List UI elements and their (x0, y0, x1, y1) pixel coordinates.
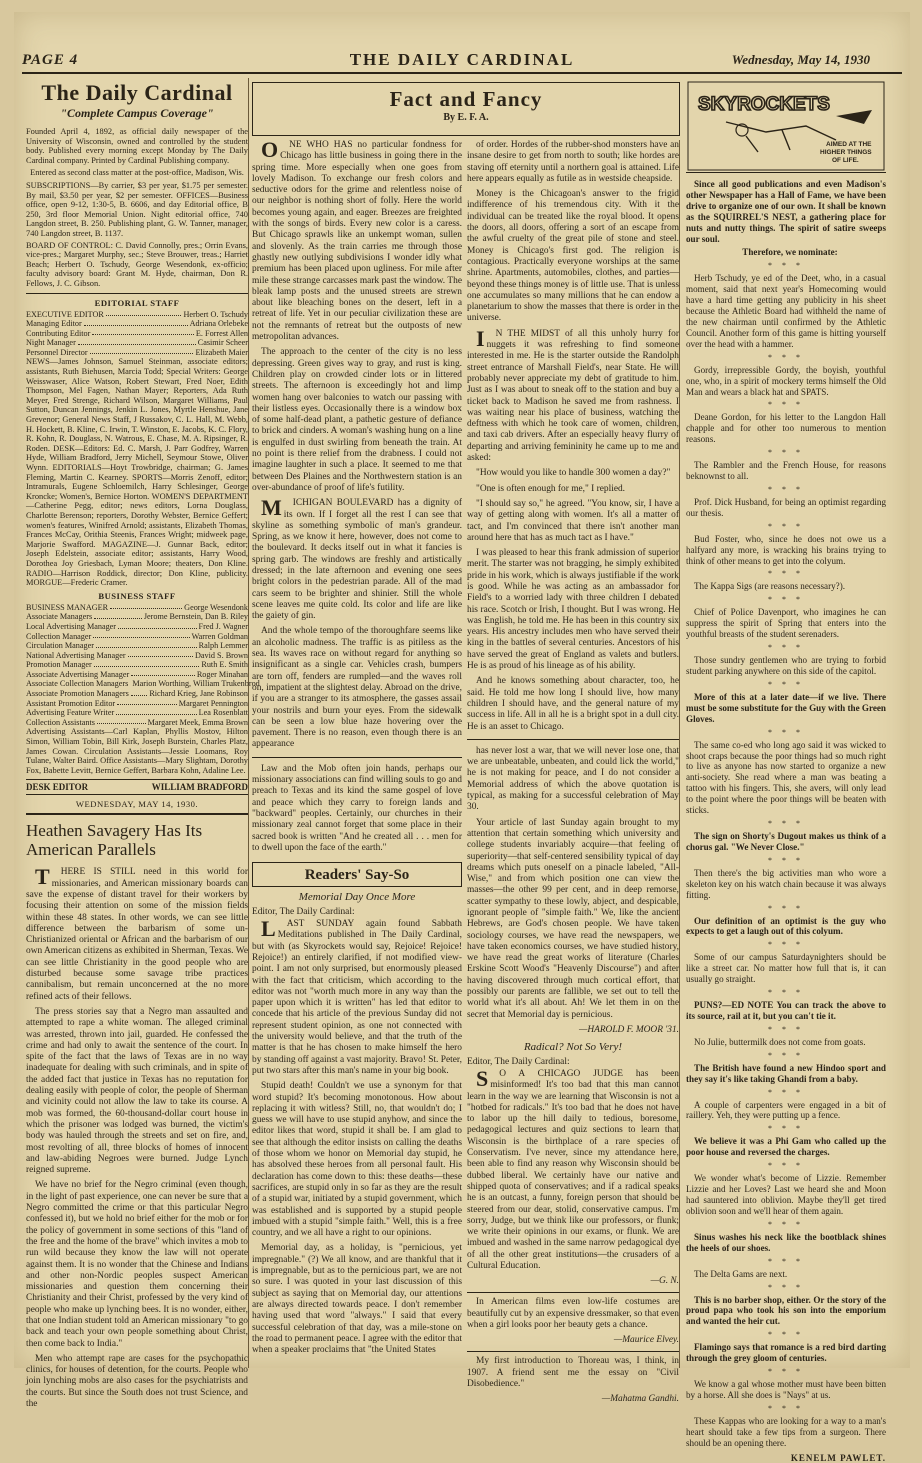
business-staff-text: Advertising Assistants—Carl Kaplan, Phyllis Mostov, Hilton Simon, William Tobin, Bill Kirk, Joseph Burstein, Charles Platz, James Cowan. Circulation Assistants—Jessie Loomans, Roy Tulane, Walter Baird. Office Assistants—Mary Slightam, Dorothy Fox, Babette Levitt, Bernice Geffert, Barbara Kohn, Adaline Lee. (26, 727, 248, 775)
letter-continuation: has never lost a war, that we will never lose one, that we are unbeatable, unbeaten, and could lick the world," he is not making for peace, and I do not consider a Memorial address of which the above quotation is typical, as making for a successful celebration of May 30. (467, 745, 679, 813)
column-byline: By E. F. A. (443, 112, 489, 123)
column-2 (252, 137, 462, 1368)
paragraph: MICHIGAN BOULEVARD has a dignity of its own. If I forget all the rest I can see that skyline as something symbolic of man's grandeur. Spring, as we know it here, however, does not come to the boulevard. It decks itself out in what it fancies is spring garb. The windows are freshly and artistically dressed; in the late afternoon and evening one sees bright colors in the pedestrian parade. All of the mad cars seem to be brighter and shinier. Still the whole scene leaves me quite cold. Its color and life are like the gaiety of gin. (252, 495, 462, 622)
paragraph: "How would you like to handle 300 women a day?" (476, 468, 671, 479)
paragraph: of order. Hordes of the rubber-shod monsters have an insane desire to get from north to south; like hordes are staving off eternity until a northern goal is attained. Life here appears equally as futile as in westside cheapside. (467, 140, 679, 184)
skyrockets-item: The Delta Gams are next. (694, 1268, 788, 1279)
staff-role: Personnel Director (26, 347, 88, 357)
staff-role: Circulation Manager (26, 641, 94, 651)
staff-role: National Advertising Manager (26, 650, 126, 660)
staff-role: Collection Assistants (26, 717, 95, 727)
item-separator: * * * (768, 1403, 804, 1413)
leader-dots (106, 310, 182, 317)
skyrockets-item: Those sundry gentlemen who are trying to forbid student parking anywhere on this side of the capitol. (686, 655, 886, 676)
divider (467, 1351, 679, 1352)
column-title: Fact and Fancy (389, 87, 543, 111)
masthead (22, 50, 902, 74)
item-separator: * * * (768, 484, 804, 494)
staff-name: Warren Goldman (191, 631, 248, 641)
paragraph: IN THE MIDST of all this unholy hurry for nuggets it was refreshing to find someone interested in me. He is the starter outside the Randolph street entrance of Marshall Field's, near State. He will probably never appreciate my debt of gratitude to him. Just as I was about to sneak off to the station and buy a ticket back to Madison he saved me from rashness. I was waiting near his place of business, watching the deftness with which he took care of women, children, and taxi cab drivers. After an especially heavy flurry of departing and arriving femininity he came up to me and asked: (467, 325, 679, 464)
paragraph: LAST SUNDAY again found Sabbath Meditations published in The Daily Cardinal, but with (as Skyrockets would say, Rejoice! Rejoice! Rejoice!) an entirely clarified, if not modified view-point. I am not only surprised, but enormously pleased with the fact that criticism, which according to the editor was not "worth much more in any way than the paper upon which it is written" has led that editor to concede that his article of the previous Sunday did not represent student opinion, as one not connected with the university would believe, and that the truth of the matter is that he has chosen to make himself the hero by standing off against a vast majority. Bravo! St. Peter, put two stars after this man's name in your big book. (252, 916, 462, 1076)
staff-name: Richard Krieg, Jane Robinson (149, 689, 248, 699)
leader-dots (78, 338, 196, 345)
staff-role: Assistant Promotion Editor (26, 698, 116, 708)
skyrockets-item: We wonder what's become of Lizzie. Remember Lizzie and her Loves? Last we heard she and Moon had sauntered into oblivion. Maybe they'll get tired oblivion soon and we'll hear of them again. (686, 1173, 886, 1216)
skyrockets-item: Flamingo says that romance is a red bird darting through the grey gloom of centuries. (686, 1342, 886, 1364)
column-4 (686, 80, 886, 1463)
staff-name: Lea Rosenblatt (198, 708, 248, 718)
leader-dots (90, 348, 194, 355)
paragraph: Stupid death! Couldn't we use a synonym for that word stupid? It's becoming monotonous. How about replacing it with witless? Still, no, that wouldn't do; I guess we will have to use stupid anyhow, and since the editor likes that word, stupid it shall be. I am glad to see that although the editor insists on calling the deaths of those whom we honor on Memorial day stupid, he has absolved these heroes from all personal fault. His declaration has come down to this: these deaths—these sacrifices, are stupid only in so far as they are the result of a stupid war, initiated by a stupid government, which was established and is supported by a stupid people imbued with a stupid "simple faith." Well, this is a free country, and we all have a right to our opinions. (252, 1081, 462, 1239)
skyrockets-item: Sinus washes his neck like the bootblack shines the heels of our shoes. (686, 1231, 886, 1253)
leader-dots (116, 708, 196, 715)
editorial-body (26, 864, 248, 1410)
leader-dots (110, 603, 182, 610)
staff-name: Adriana Orlebeke (189, 319, 248, 329)
leader-dots (94, 660, 200, 667)
paragraph: The approach to the center of the city is no less depressing. Green gives way to gray, and rust is king. Children play on crowded cinder lots or in littered streets. The afternoon is exceedingly hot and limp women hang over balconies to watch our passing with their listless eyes. Occasionally there is a window box of some half-dead plant, a pathetic gesture of defiance to brick and cinders. A woman's washing hung on a line is engulfed in dust swirling from beneath the train. At no point is there relief from the drabness. I could not imagine laughter in such a place. It seemed to me that between Des Plaines and the Northwestern station is an over-abundance of proof of life's futility. (252, 347, 462, 493)
skyrockets-item: The same co-ed who long ago said it was wicked to shoot craps because the poor things had so much right to live as anyone has now started to organize a new anti-society. She read where a man was beating a tattoo with his fingers. This, she avers, will only lead to the point where the poor things will be beaten with sticks. (686, 739, 886, 816)
paragraph: We have no brief for the Negro criminal (even though, in the light of past experience, one can never be sure that a Negro committed the crime or that this particular Negro confessed it), but we hold no brief either for the mob or for the policy of government in some sections of this "land of the free and the home of the brave" which invites a mob to run wild because they know the law will not operate against them. It is no wonder that the Chinese and Indians and other non-Nordic peoples suspect American missionaries and question them concerning their Christianity and their Christ, professed by the very kind of people who make up lynching bees. It is no wonder, either, that one Indian student told an American missionary "to go back and teach your own people something about Christ, then come back to India." (26, 1180, 248, 1349)
letter-body (252, 916, 462, 1356)
item-separator: * * * (768, 595, 804, 605)
column-1 (26, 78, 260, 1410)
readers-say-so-header (252, 862, 462, 887)
paragraph: I was pleased to hear this frank admission of superior merit. The starter was not bragging, he simply exhibited pride in his work, which is always justifiable if the work is good. While he was acting as an ambassador for Field's to a worried lady with three children I debated his race. Scotch or Irish, I thought. But I was wrong. He was English, he told me. He has been in this country six years. His ancestry includes men who have served their king in the battles of several centuries. Ancestors of his have served the great of England as valets and butlers. He is as proud of his lineage as of his ability. (467, 548, 679, 672)
staff-role: Promotion Manager (26, 660, 92, 670)
skyrockets-item: Deane Gordon, for his letter to the Langdon Hall chapple and for other too numerous to mention reasons. (686, 412, 886, 445)
divider (252, 757, 462, 758)
staff-role: Associate Managers (26, 612, 93, 622)
leader-dots (97, 718, 146, 725)
staff-name: Marion Worthing, William Trukenbrod (132, 679, 260, 689)
staff-name: Fred J. Wagner (198, 621, 248, 631)
item-separator: * * * (768, 679, 804, 689)
leader-dots (128, 651, 193, 658)
page-number: PAGE 4 (22, 52, 79, 68)
letter-headline: Radical? Not So Very! (523, 1040, 623, 1053)
staff-row (26, 338, 248, 348)
item-separator: * * * (768, 940, 804, 950)
issue-date: Wednesday, May 14, 1930 (731, 52, 870, 67)
item-separator: * * * (768, 521, 804, 531)
staff-row (26, 612, 248, 622)
skyrockets-item: This is no barber shop, either. Or the story of the proud papa who took his son into the emporium and wanted the heir cut. (686, 1294, 886, 1327)
staff-row (26, 699, 248, 709)
letter-headline: Memorial Day Once More (298, 891, 416, 904)
leader-dots (118, 622, 197, 629)
divider (26, 813, 248, 815)
staff-role: Associate Advertising Manager (26, 669, 130, 679)
staff-name: Ralph Lemmer (198, 641, 248, 651)
staff-name: Ruth E. Smith (201, 660, 248, 670)
skyrockets-item: Then there's the big activities man who wore a skeleton key on his watch chain because it was always fitting. (686, 867, 886, 900)
item-separator: * * * (768, 727, 804, 737)
staff-role: Advertising Feature Writer (26, 708, 115, 718)
item-separator: * * * (768, 1124, 804, 1134)
fact-and-fancy-body (252, 137, 462, 751)
staff-row (26, 689, 248, 699)
staff-name: Margaret Pennington (178, 698, 248, 708)
staff-role: Managing Editor (26, 319, 82, 329)
board-text: BOARD OF CONTROL: C. David Connolly, pres.; Orrin Evans, vice-pres.; Margaret Murphy, sec.; Steve Brouwer, treas.; Harriet Beach; Herbert O. Tschudy, George Wesendonk, ex-officio; faculty advisory board: Grant M. Hyde, chairman, Don R. Fellows, J. C. Gibson. (26, 240, 248, 288)
staff-role: Associate Promotion Managers (26, 689, 129, 699)
staff-name: Margaret Meek, Emma Brown (147, 717, 248, 727)
staff-role: Local Advertising Manager (26, 621, 117, 631)
paper-title: The Daily Cardinal (41, 80, 233, 105)
item-separator: * * * (768, 643, 804, 653)
editorial-continuation: Law and the Mob often join hands, perhaps our missionary associations can find willing souls to go and preach to Texas and its kind the same gospel of love and peace which they carry to foreign lands and "backward" peoples. Certainly, our churches in their missionary zeal cannot forget that some place in their sacred book is written "And he created all . . . men for to dwell upon the face of the earth." (252, 763, 462, 853)
skyrockets-byline: KENELM PAWLET. (790, 1452, 886, 1463)
skyrockets-item: We know a gal whose mother must have been bitten by a horse. All she does is "Nays" at us. (686, 1379, 886, 1400)
leader-dots (93, 632, 189, 639)
business-staff-head: BUSINESS STAFF (98, 590, 176, 601)
item-separator: * * * (768, 1367, 804, 1377)
paragraph: SO A CHICAGO JUDGE has been misinformed! It's too bad that this man cannot learn in the way we are learning that Wisconsin is not a "hotbed for radicals." It's too bad that he does not have to labor up the hill daily to tedious, boresome, pedagogical lectures and quiz sections to learn that Wisconsin is the birthplace of a rare species of Conservatism. I've never, since my attendance here, been able to find any reason why Wisconsin should be dubbed liberal. We certainly have our native and shipped quota of conservatives; and if a radical speaks he is an outcast, a funny, foreign person that should be steered from our dear, stolid, conservative campus. I'm sorry, Judge, but we think like our professors, or flunk; we write their opinions in our exams, or flunk. We are imbued and washed in the same narrow pedagogical dye of all the other great institutions—the crusaders of a Cultural Education. (467, 1065, 679, 1272)
divider (467, 1292, 679, 1293)
editorial-dateline: WEDNESDAY, MAY 14, 1930. (75, 799, 199, 810)
item-separator: * * * (768, 1087, 804, 1097)
staff-row (26, 348, 248, 358)
staff-row (26, 310, 248, 320)
leader-dots (117, 699, 177, 706)
skyrockets-item: More of this at a later date—if we live. There must be some substitute for the Guy with the Green Gloves. (686, 691, 886, 724)
staff-role: Night Manager (26, 338, 76, 348)
item-separator: * * * (768, 1024, 804, 1034)
staff-name: Elizabeth Maier (195, 347, 248, 357)
staff-name: George Wesendonk (184, 602, 248, 612)
skyrockets-item: The Rambler and the French House, for reasons beknownst to all. (686, 460, 886, 482)
leader-dots (94, 612, 142, 619)
skyrockets-item: These Kappas who are looking for a way to a man's heart should take a few tips from a surgeon. There should be an opening there. (686, 1415, 886, 1448)
editorial-headline: Heathen Savagery Has Its American Parallels (26, 821, 203, 860)
logo-text: SKYROCKETS (698, 94, 830, 115)
item-separator: * * * (768, 1161, 804, 1171)
staff-name: Jerome Bernstein, Dan B. Riley (143, 612, 248, 622)
item-separator: * * * (768, 569, 804, 579)
fact-and-fancy-continued (467, 140, 679, 733)
quote-signature: —Maurice Elvey. (613, 1335, 679, 1346)
skyrockets-item: Prof. Dick Husband, for being an optimist regarding our thesis. (686, 496, 886, 518)
skyrockets-item: Since all good publications and even Madison's other Newspaper has a Hall of Fame, we have been drive to organize one of our own. It shall be known as the SQUIRREL'S NEST, a gathering place for nuts and nutty things. The spirit of satire sweeps our soul. (686, 179, 886, 244)
staff-name: Casimir Scheer (197, 338, 248, 348)
item-separator: * * * (768, 261, 804, 271)
item-separator: * * * (768, 1050, 804, 1060)
divider (26, 293, 248, 294)
logo-tagline: AIMED AT THE HIGHER THINGS OF LIFE. (820, 141, 872, 164)
divider (467, 739, 679, 740)
editorial-staff-list (26, 310, 248, 358)
skyrockets-item: The sign on Shorty's Dugout makes us think of a chorus gal. "We Never Close." (686, 830, 886, 852)
staff-row (26, 319, 248, 329)
staff-row (26, 718, 248, 728)
staff-name: Herbert O. Tschudy (183, 309, 248, 319)
item-separator: * * * (768, 352, 804, 362)
paragraph: Men who attempt rape are cases for the psychopathic clinics, for houses of detention, for the courts. People who join lynching mobs are also cases for the psychiatrists and the courts. But since the South does not trust Science, and the (26, 1353, 248, 1410)
item-separator: * * * (768, 1330, 804, 1340)
item-separator: * * * (768, 400, 804, 410)
staff-row (26, 679, 260, 689)
skyrockets-item: Bud Foster, who, since he does not owe us a halfyard any more, is wracking his brains trying to think of other means to get into the colyum. (686, 533, 886, 566)
item-separator: * * * (768, 1282, 804, 1292)
staff-role: Collection Manager (26, 631, 92, 641)
quote-signature: —Mahatma Gandhi. (601, 1394, 679, 1405)
letter-salutation: Editor, The Daily Cardinal: (252, 907, 355, 918)
staff-name: Roger Minahan (196, 669, 248, 679)
desk-label: DESK EDITOR (26, 782, 89, 793)
desk-name: WILLIAM BRADFORD (151, 782, 248, 793)
skyrockets-item: Some of our campus Saturdaynighters should be like a street car. No matter how full that is, it can usually go straight. (686, 952, 886, 985)
leader-dots (92, 329, 194, 336)
paragraph: And the whole tempo of the thoroughfare seems like an alcoholic madness. The traffic is as pitiless as the sea. Its waves race on without regard for anything so insignificant as a single car. Vehicles crash, bumpers are torn off, fenders are rumpled—and the waves roll on, impatient at the slightest delay. Abroad on the drive, if you are a stranger to its atmosphere, the gasses assail your nostrils and burn your eyes. From the sidewalk can be seen a low blue haze hovering over the pavement. There is no reason, even though there is an appearance (252, 626, 462, 750)
skyrockets-item: The British have found a new Hindoo sport and they say it's like taking Ghandi from a baby. (686, 1062, 886, 1084)
staff-row (26, 632, 248, 642)
skyrockets-item: Herb Tschudy, ye ed of the Deet, who, in a casual moment, said that next year's Homecoming would have a hard time getting any publicity in his sheet because the Athletic Board had withheld the name of the new chairman until confirmed by the Athletic Council. Another form of this game is hitting yourself over the head with a hammer. (686, 273, 886, 349)
leader-dots (96, 641, 197, 648)
staff-row (26, 708, 248, 718)
letter-signature: —G. N. (650, 1276, 679, 1287)
skyrockets-illustration (686, 80, 886, 172)
paragraph: "I should say so," he agreed. "You know, sir, I have a way of getting along with women. It's all a matter of tact, and I'm convinced that there isn't another man around here that has as much tact as I have." (467, 498, 679, 543)
staff-role: Contributing Editor (26, 328, 91, 338)
skyrockets-item: No Julie, buttermilk does not come from goats. (694, 1036, 866, 1047)
paragraph: Memorial day, as a holiday, is "pernicious, yet impregnable." (?) We all know, and are thankful that it is impregnable, but as to the pernicious part, we are not so sure. I was quoted in your last discussion of this subject as saying that on Memorial day, our attentions are always directed towards peace. I don't remember having used that word "always." I said that every successful celebration of that day, was a mile-stone on the road to permanent peace. I agree with the editor that when a speaker proclaims that "the United States (252, 1243, 462, 1356)
staff-role: Associate Collection Managers (26, 679, 129, 689)
business-staff-list (26, 602, 260, 728)
staff-name: E. Forrest Allen (195, 328, 248, 338)
subscriptions-text: SUBSCRIPTIONS—By carrier, $3 per year, $1.75 per semester. By mail, $3.50 per year, $2 per semester. OFFICES—Business office, open 9-12, 1:30-5, B. 6606, and day Editorial office, B 250, 3rd floor Memorial Union. Night editorial office, 740 Langdon street, B. 250. Publishing plant, G. W. Tanner, manager, 740 Langdon street, B. 1137. (26, 180, 248, 238)
paragraph: The press stories say that a Negro man assaulted and attempted to rape a white woman. The alleged criminal was arrested, thrown into jail, guarded. He confessed the crime and had only to await the sentence of the court. In spite of the fact that the laws of Texas are in no way inadequate for dealing with such criminals, and in spite of the added fact that justice in Texas has no reputation for dealing easily with people of color, the people of Sherman and vicinity could not allow the law to take its course. A mob was formed, the 60-thousand-dollar court house in which the prisoner was lodged was burned, the victim's body was hauled through the streets and set on fire, and, most revolting of all, three blocks of homes of innocent and law-abiding Negroes were burned. Judge Lynch reigned supreme. (26, 1006, 248, 1176)
letter-continuation-2: Your article of last Sunday again brought to my attention that certain something which university and college students invariably acquire—that feeling of superiority—that self-centered sensibility typical of day dreams which puts oneself on a pinacle labeled, "All-Wise," and from which position one can view the masses—the other 99 per cent, and in deep remorse, scatter sympathy to these lowly, abject, and despicable, ignorant people of "simple faith." We, like the ancient Hebrews, are God's chosen people. We have taken sociology courses, we have read the newspapers, we have taken economics courses, we have studied history, we have read the great works of literature (Charles Erskine Scott Wood's "Heavenly Discourse") and after having discovered through much cortical effort, that possibly our parents are fallible, we set out to tell the world what it's all about. Ah! We let them in on the secret that Memorial day is pernicious. (467, 817, 679, 1020)
leader-dots (131, 689, 148, 696)
item-separator: * * * (768, 988, 804, 998)
column-3 (467, 140, 680, 1405)
editorial-staff-text: NEWS—James Johnson, Samuel Steinman, associate editors; assistants, Ruth Biehusen, Marcia Todd; Special Writers: George Weisswaser, Alice Watson, Robert Stewart, Fred Noer, Edith Thompson, Mel Fagen, Nathan Mayer; Reporters, Ada Ruth Meyer, Fred Strenge, Richard Wilson, Margaret Williams, Paul Sutton, Duncan Jennings, Jenkin L. Jones, Myrtle Henshue, Jane Grevenor; General News Staff, J Russakov, C. L. Hall, M. Webb, H. Hockett, B. Kline, C. Irwin, T. Winston, E. Jacobs, K. C. Flory, R. Kohn, R. Douglass, N. Watrous, E. Chase, M. A. Ripsinger, R. Roden. DESK—Editors: Ed. C. Marsh, J. Parr Godfrey, Warren Hyde, William Bradford, Jerry Michell, Seymour Stowe, Oliver Wynn. EDITORIALS—Hoyt Trowbridge, chairman; G. James Fleming, Martin C. Kearney. SPORTS—Morris Zenoff, editor; Intramurals, Eugene Schloemilch, Harry Schlesinger, George Kroncke; Women's, Bernice Horton. WOMEN'S DEPARTMENT—Catherine Pegg, editor; news editors, Lorna Douglass, Charlotte Berenson; reporters, Dorothy Webster, Bernice Geffert; women's features, Winifred Arnold; assistants, Elizabeth Thomas, Frances McCay, Orithia Steenis, Frances Wright; midweek page, Marjorie Swafford. MAGAZINE—J. Gunnar Back, editor; Joseph Edelstein, associate editor; assistants, Harry Wood, Dorothea Joy Griesbach, Lyman Moore; theaters, Don Kline. RADIO—Harrison Roddick, director; Don Kline, publicity. MORGUE—Frederic Cramer. (26, 357, 248, 588)
skyrockets-item: Our definition of an optimist is the guy who expects to get a laugh out of this colyum. (686, 915, 886, 937)
staff-row (26, 329, 248, 339)
staff-row (26, 603, 248, 613)
staff-role: EXECUTIVE EDITOR (26, 309, 104, 319)
skyrockets-item: Chief of Police Davenport, who imagines he can suppress the spirit of Spring that enters into the youthful breasts of the student serenaders. (686, 607, 886, 640)
skyrockets-item: Therefore, we nominate: (742, 247, 838, 258)
staff-name: David S. Brown (195, 650, 248, 660)
skyrockets-item: We believe it was a Phi Gam who called up the poor house and reversed the charges. (686, 1136, 886, 1158)
quote-text: My first introduction to Thoreau was, I think, in 1907. A friend sent me the essay on "Civil Disobedience." (467, 1356, 679, 1389)
staff-row (26, 670, 248, 680)
item-separator: * * * (768, 818, 804, 828)
letter-salutation: Editor, The Daily Cardinal: (467, 1056, 570, 1067)
letter-body (467, 1065, 679, 1272)
leader-dots (131, 670, 195, 677)
desk-editor (26, 779, 248, 795)
paragraph: THERE IS STILL need in this world for missionaries, and American missionary boards can save the expense of distant travel for their workers by focusing their attention on some of the mission fields within these 48 states. In other words, we can see little difference between the barbarism of some un-Christianized oriental or African and the barbarism of our own American citizens as exhibited in Sherman, Texas. We can see little Christianity in the good people who are disturbed because some savage tribe practices cannibalism, but remain unconcerned at the no more refined acts of their fellows. (26, 864, 248, 1002)
leader-dots (84, 319, 188, 326)
founded-text: Founded April 4, 1892, as official daily newspaper of the University of Wisconsin, owned and controlled by the student body. Published every morning except Monday by The Daily Cardinal company. Printed by Cardinal Publishing company. (26, 127, 248, 165)
readers-title: Readers' Say-So (304, 867, 410, 884)
item-separator: * * * (768, 448, 804, 458)
skyrockets-item: Gordy, irrepressible Gordy, the boyish, youthful one, who, in a spirit of mockery terms himself the Old Man and wears a black hat and SPATS. (686, 364, 886, 397)
staff-row (26, 622, 248, 632)
skyrockets-logo (686, 80, 886, 173)
fact-and-fancy-header (252, 82, 680, 136)
skyrockets-column-body (686, 179, 886, 1449)
paragraph: And he knows something about character, too, he said. He told me how long I should live, how many children I should have, and the general nature of my success in life. All in all he is a bright spot in a dull city. He is an asset to Chicago. (467, 676, 679, 732)
quote-text: In American films even low-life costumes are beautifully cut by an expensive dressmaker, so that even when a girl looks poor her beauty gets a chance. (467, 1297, 679, 1330)
paper-subtitle: "Complete Campus Coverage" (60, 106, 214, 120)
item-separator: * * * (768, 1256, 804, 1266)
skyrockets-item: A couple of carpenters were engaged in a bit of raillery. Yeh, they were putting up a fence. (686, 1099, 886, 1121)
item-separator: * * * (768, 855, 804, 865)
item-separator: * * * (768, 1219, 804, 1229)
editorial-staff-head: EDITORIAL STAFF (94, 297, 180, 308)
item-separator: * * * (768, 903, 804, 913)
paragraph: ONE WHO HAS no particular fondness for Chicago has little business in going there in the spring time. More especially when one goes from lovely Madison. To exchange our fresh colors and seductive odors for the grime and relentless noise of our neighbor is nothing short of folly. Here the world becomes young again, and eager. Breezes are freighted with the songs of birds. Every new color is a caress. But Chicago sprawls like an unkempt woman, sullen and slovenly. As the train carries me through those ghastly new outlying subdivisions I wonder idly what premium has been placed upon ugliness. For mile after mile these strange carcasses mark past the window. The bleak lamp posts and the unused streets are strewn about like bleaching bones on the desert, left in a retreat of life. Yet in our peculiar civilization these are not the remnants of retreat but the outposts of new metropolitan advances. (252, 137, 462, 343)
skyrockets-item: PUNS?—ED NOTE You can track the above to its source, rail at it, but you can't tie it. (686, 1000, 886, 1021)
staff-row (26, 660, 248, 670)
entered-text: Entered as second class matter at the post-office, Madison, Wis. (30, 168, 244, 178)
newspaper-name: THE DAILY CARDINAL (349, 50, 575, 69)
staff-row (26, 641, 248, 651)
skyrockets-item: The Kappa Sigs (are reasons necessary?). (694, 581, 845, 592)
staff-role: BUSINESS MANAGER (26, 602, 109, 612)
paragraph: Money is the Chicagoan's answer to the frigid indifference of his tremendous city. With it the individual can be treated like the royal blood. It opens the doors, all doors, offering a sort of an escape from the awful cruelty of the great pile of stone and steel. Money is Chicago's first god. The religion is contagious. Practically everyone worships at the same shrine. Apartments, automobiles, clothes, and parties—beyond these things money is of little use. That is unless one accumulates so many millions that he can endow a planetarium to show the masses that there is order in the universe. (467, 189, 679, 324)
paragraph: "One is often enough for me," I replied. (476, 483, 626, 494)
letter-signature: —HAROLD F. MOOR '31. (578, 1024, 679, 1035)
staff-row (26, 651, 248, 661)
